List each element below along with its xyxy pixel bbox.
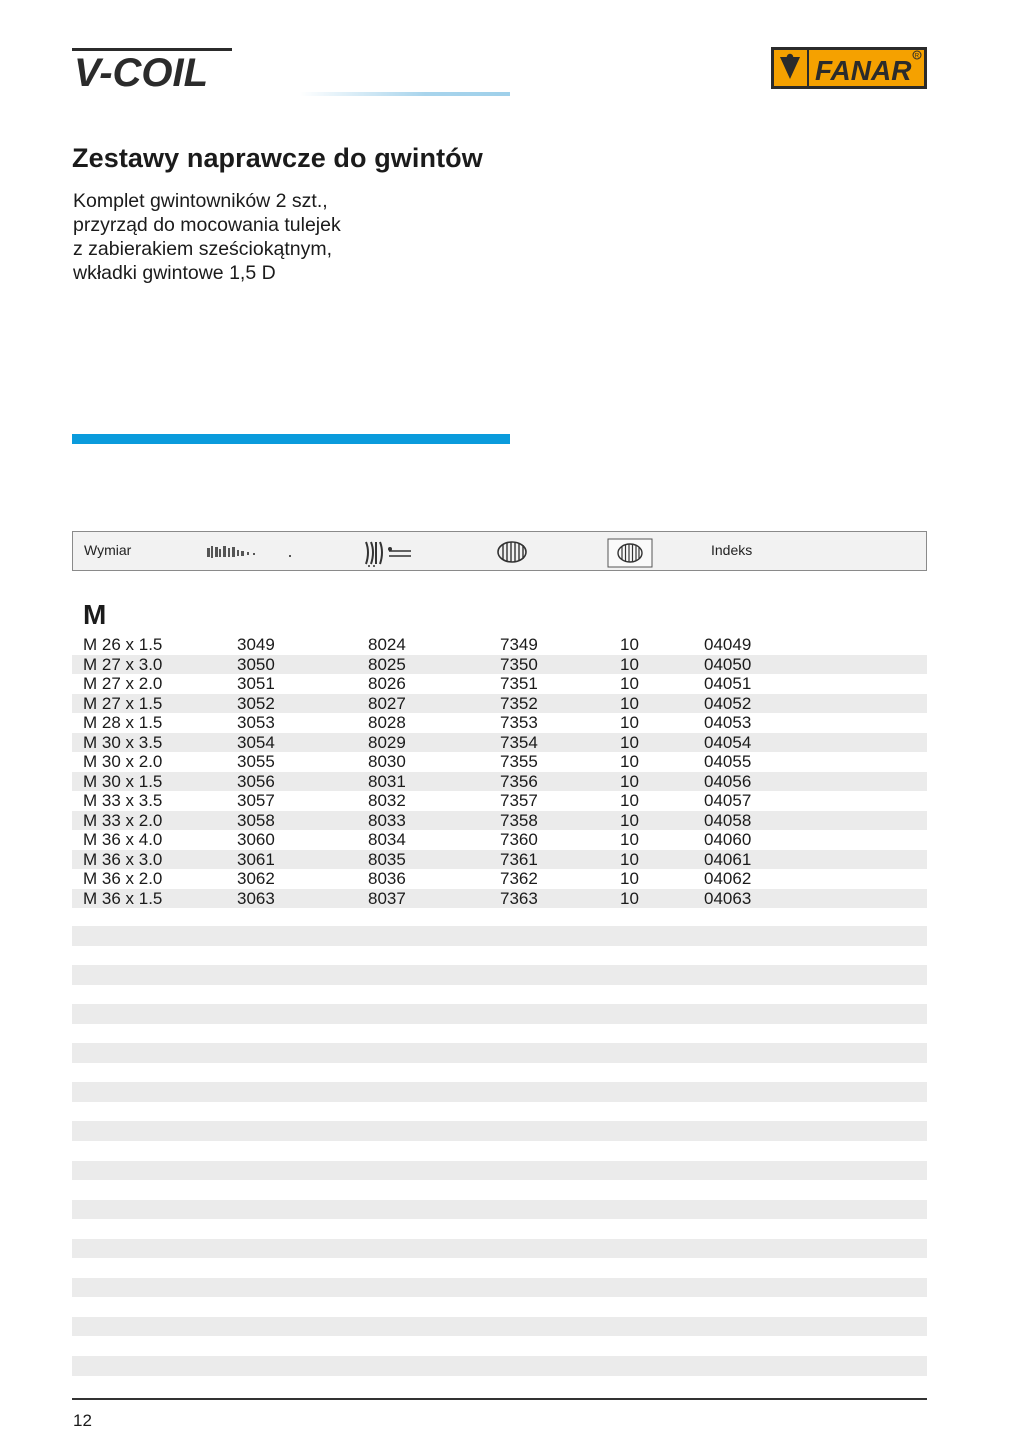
section-heading: M — [83, 599, 107, 630]
empty-table-rows — [72, 926, 927, 1395]
empty-row-stripe — [72, 1004, 927, 1024]
empty-row-stripe — [72, 1317, 927, 1337]
table-cell: 10 — [620, 713, 639, 732]
table-cell: M 36 x 4.0 — [83, 830, 163, 849]
table-cell: M 27 x 2.0 — [83, 674, 163, 693]
table-cell: 7353 — [500, 713, 538, 732]
page-number: 12 — [73, 1411, 92, 1430]
table-cell: 3056 — [237, 771, 275, 791]
table-cell: 10 — [620, 635, 639, 654]
table-cell: 7360 — [500, 830, 538, 849]
table-cell: 7350 — [500, 654, 538, 674]
table-cell: M 30 x 3.5 — [83, 732, 163, 752]
table-cell: 8028 — [368, 713, 406, 732]
description-line: z zabierakiem sześciokątnym, — [73, 238, 333, 260]
table-cell: M 27 x 3.0 — [83, 654, 163, 674]
table-cell: 3062 — [237, 869, 275, 888]
empty-row-stripe — [72, 1278, 927, 1298]
tap-tool-icon — [363, 538, 415, 568]
table-cell: 7354 — [500, 732, 538, 752]
table-row — [72, 830, 927, 850]
table-body — [72, 635, 927, 908]
table-cell: 04054 — [704, 732, 752, 752]
table-cell: 04055 — [704, 752, 752, 771]
section-divider-bar — [72, 434, 510, 444]
table-cell: M 33 x 2.0 — [83, 810, 163, 830]
table-row — [72, 694, 927, 714]
table-cell: 04053 — [704, 713, 752, 732]
table-cell: 10 — [620, 752, 639, 771]
table-row — [72, 713, 927, 733]
table-cell: 3055 — [237, 752, 275, 771]
table-cell: 8035 — [368, 849, 406, 869]
table-cell: 8037 — [368, 888, 406, 908]
empty-row-stripe — [72, 1121, 927, 1141]
table-cell: 10 — [620, 693, 639, 713]
table-cell: 7352 — [500, 693, 538, 713]
table-cell: 8031 — [368, 771, 406, 791]
product-description — [73, 189, 513, 285]
table-cell: 04058 — [704, 810, 752, 830]
table-row — [72, 869, 927, 889]
table-row — [72, 772, 927, 792]
table-cell: 10 — [620, 888, 639, 908]
table-row — [72, 635, 927, 655]
table-cell: 8029 — [368, 732, 406, 752]
svg-text:R: R — [914, 53, 920, 60]
table-cell: 8036 — [368, 869, 406, 888]
table-cell: 8033 — [368, 810, 406, 830]
table-cell: 04057 — [704, 791, 752, 810]
table-cell: 04062 — [704, 869, 752, 888]
table-cell: 8026 — [368, 674, 406, 693]
table-cell: 10 — [620, 732, 639, 752]
empty-row-stripe — [72, 1239, 927, 1259]
table-cell: 3058 — [237, 810, 275, 830]
table-cell: 10 — [620, 849, 639, 869]
description-line: przyrząd do mocowania tulejek — [73, 214, 341, 236]
empty-row-stripe — [72, 965, 927, 985]
empty-row-stripe — [72, 926, 927, 946]
table-cell: M 36 x 1.5 — [83, 888, 163, 908]
table-cell: 3061 — [237, 849, 275, 869]
table-header — [72, 531, 927, 571]
table-cell: 3060 — [237, 830, 275, 849]
table-row — [72, 733, 927, 753]
table-row — [72, 655, 927, 675]
table-cell: 10 — [620, 830, 639, 849]
table-cell: 10 — [620, 674, 639, 693]
empty-row-stripe — [72, 1356, 927, 1376]
table-cell: 3057 — [237, 791, 275, 810]
table-cell: 04051 — [704, 674, 752, 693]
footer-divider — [72, 1398, 927, 1400]
table-cell: 10 — [620, 654, 639, 674]
table-cell: M 33 x 3.5 — [83, 791, 163, 810]
table-cell: 7363 — [500, 888, 538, 908]
description-line: Komplet gwintowników 2 szt., — [73, 190, 328, 212]
table-cell: M 30 x 1.5 — [83, 771, 163, 791]
table-cell: 10 — [620, 791, 639, 810]
table-cell: 04061 — [704, 849, 752, 869]
table-cell: 8030 — [368, 752, 406, 771]
table-row — [72, 791, 927, 811]
table-row — [72, 850, 927, 870]
table-cell: 04060 — [704, 830, 752, 849]
table-cell: 3063 — [237, 888, 275, 908]
table-cell: 8025 — [368, 654, 406, 674]
description-line: wkładki gwintowe 1,5 D — [73, 262, 276, 284]
table-cell: 8034 — [368, 830, 406, 849]
table-cell: 3051 — [237, 674, 275, 693]
header-accent-line — [300, 92, 510, 96]
v-coil-logo-text: V-COIL — [74, 51, 209, 92]
table-cell: 3054 — [237, 732, 275, 752]
table-cell: M 36 x 3.0 — [83, 849, 163, 869]
table-cell: 10 — [620, 771, 639, 791]
empty-row-stripe — [72, 1161, 927, 1181]
boxed-coil-icon — [607, 538, 653, 568]
empty-row-stripe — [72, 1043, 927, 1063]
page-title: Zestawy naprawcze do gwintów — [72, 143, 483, 173]
table-row — [72, 811, 927, 831]
fanar-logo — [771, 47, 927, 89]
table-cell: 04049 — [704, 635, 752, 654]
thread-coil-icon — [496, 540, 528, 564]
table-cell: 3050 — [237, 654, 275, 674]
table-row — [72, 674, 927, 694]
table-cell: 3052 — [237, 693, 275, 713]
table-cell: 7349 — [500, 635, 538, 654]
table-cell: 04063 — [704, 888, 752, 908]
table-cell: M 26 x 1.5 — [83, 635, 163, 654]
table-row — [72, 889, 927, 909]
table-cell: 7362 — [500, 869, 538, 888]
table-cell: 3053 — [237, 713, 275, 732]
table-cell: 04056 — [704, 771, 752, 791]
table-cell: 7355 — [500, 752, 538, 771]
table-cell: 7356 — [500, 771, 538, 791]
table-cell: 10 — [620, 869, 639, 888]
thread-insert-set-icon — [205, 543, 295, 561]
table-cell: 7361 — [500, 849, 538, 869]
table-cell: 04050 — [704, 654, 752, 674]
empty-row-stripe — [72, 1082, 927, 1102]
column-header-indeks: Indeks — [711, 542, 753, 558]
table-cell: 8024 — [368, 635, 406, 654]
table-cell: 7357 — [500, 791, 538, 810]
empty-row-stripe — [72, 1200, 927, 1220]
table-cell: 10 — [620, 810, 639, 830]
column-header-wymiar: Wymiar — [84, 542, 132, 558]
table-cell: 7358 — [500, 810, 538, 830]
table-cell: 8032 — [368, 791, 406, 810]
table-cell: 7351 — [500, 674, 538, 693]
table-cell: 8027 — [368, 693, 406, 713]
fanar-logo-text: FANAR — [815, 55, 912, 86]
table-cell: 04052 — [704, 693, 752, 713]
table-row — [72, 752, 927, 772]
table-cell: M 36 x 2.0 — [83, 869, 163, 888]
v-coil-logo — [72, 46, 237, 92]
table-cell: M 27 x 1.5 — [83, 693, 163, 713]
table-cell: 3049 — [237, 635, 275, 654]
table-cell: M 28 x 1.5 — [83, 713, 163, 732]
table-cell: M 30 x 2.0 — [83, 752, 163, 771]
